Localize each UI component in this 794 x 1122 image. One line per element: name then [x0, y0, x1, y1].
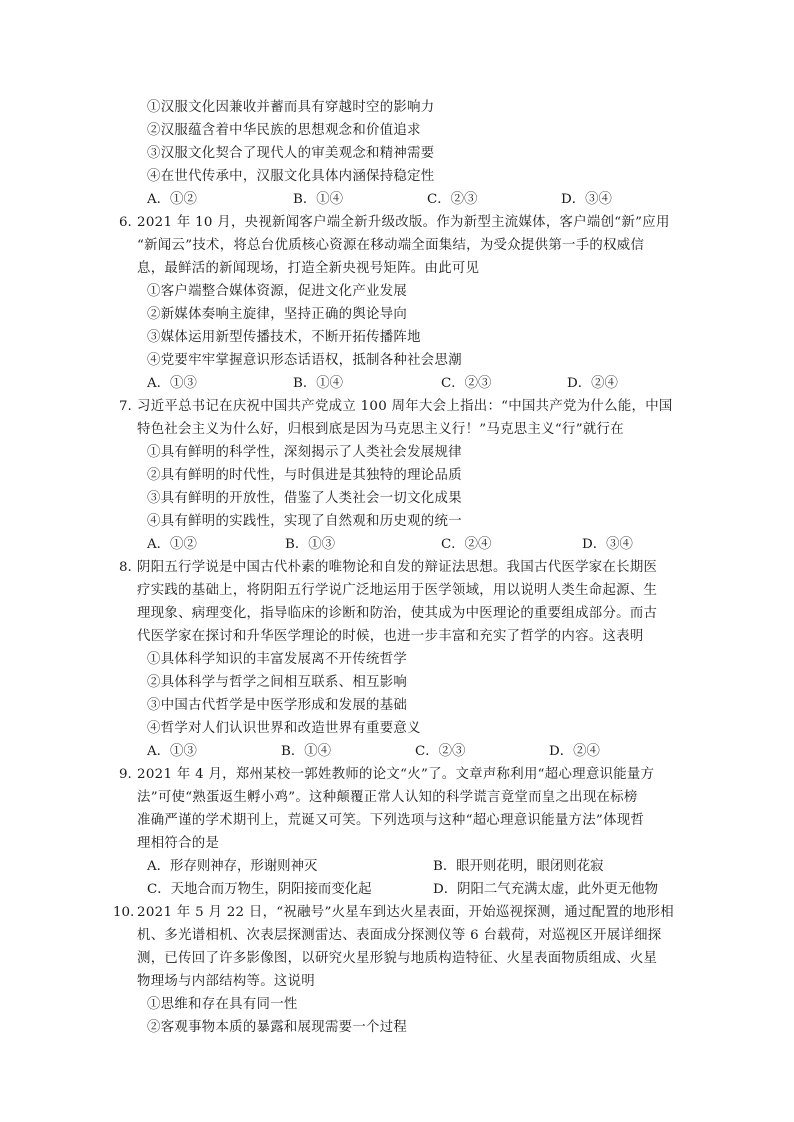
q8-statement-4: ④哲学对人们认识世界和改造世界有重要意义	[147, 721, 421, 736]
q6-statement-4: ④党要牢牢掌握意识形态话语权，抵制各种社会思潮	[147, 353, 462, 368]
q10-stem-line-2: 机、多光谱相机、次表层探测雷达、表面成分探测仪等 6 台载荷，对巡视区开展详细探	[137, 928, 662, 943]
q8-number: 8.	[119, 560, 132, 575]
q8-statement-2: ②具体科学与哲学之间相互联系、相互影响	[147, 675, 408, 690]
q5-statement-4: ④在世代传承中，汉服文化具体内涵保持稳定性	[147, 169, 435, 184]
q7-option-c: C．②④	[441, 537, 492, 552]
q5-option-c: C．②③	[427, 192, 478, 207]
q6-option-a: A．①③	[147, 376, 197, 391]
q6-option-c: C．②③	[441, 376, 492, 391]
q7-stem-line-1: 习近平总书记在庆祝中国共产党成立 100 周年大会上指出：“中国共产党为什么能，中国	[137, 399, 673, 414]
q10-statement-2: ②客观事物本质的暴露和展现需要一个过程	[147, 1020, 408, 1035]
q7-statement-1: ①具有鲜明的科学性，深刻揭示了人类社会发展规律	[147, 445, 462, 460]
q9-option-a: A．形存则神存，形谢则神灭	[147, 859, 318, 874]
q7-option-a: A．①②	[147, 537, 197, 552]
q8-stem-line-3: 理现象、病理变化，指导临床的诊断和防治，使其成为中医理论的重要组成部分。而古	[137, 606, 658, 621]
q8-stem-line-1: 阴阳五行学说是中国古代朴素的唯物论和自发的辩证法思想。我国古代医学家在长期医	[137, 560, 658, 575]
q10-stem-line-1: 2021 年 5 月 22 日，“祝融号”火星车到达火星表面，开始巡视探测，通过配置的地形相	[137, 905, 674, 920]
q6-option-d: D．②④	[567, 376, 618, 391]
q8-option-d: D．②④	[549, 744, 600, 759]
q9-stem-line-3: 准确严谨的学术期刊上，荒诞又可笑。下列选项与这种“超心理意识能量方法”体现哲	[137, 813, 645, 828]
q10-number: 10.	[113, 905, 135, 920]
q6-number: 6.	[119, 215, 132, 230]
q7-number: 7.	[119, 399, 132, 414]
q7-statement-3: ③具有鲜明的开放性，借鉴了人类社会一切文化成果	[147, 491, 462, 506]
q9-option-d: D．阴阳二气充满太虚，此外更无他物	[433, 882, 658, 897]
q6-stem-line-3: 息，最鲜活的新闻现场，打造全新央视号矩阵。由此可见	[137, 261, 480, 276]
q7-statement-2: ②具有鲜明的时代性，与时俱进是其独特的理论品质	[147, 468, 462, 483]
q5-statement-3: ③汉服文化契合了现代人的审美观念和精神需要	[147, 146, 435, 161]
q8-statement-3: ③中国古代哲学是中医学形成和发展的基础	[147, 698, 408, 713]
q6-statement-3: ③媒体运用新型传播技术，不断开拓传播阵地	[147, 330, 421, 345]
q5-statement-2: ②汉服蕴含着中华民族的思想观念和价值追求	[147, 123, 421, 138]
q9-stem-line-2: 法”可使“熟蛋返生孵小鸡”。这种颠覆正常人认知的科学谎言竟堂而皇之出现在标榜	[137, 790, 638, 805]
q6-statement-2: ②新媒体奏响主旋律，坚持正确的舆论导向	[147, 307, 408, 322]
q6-option-b: B．①④	[293, 376, 344, 391]
q9-stem-line-1: 2021 年 4 月，郑州某校一郭姓教师的论文“火”了。文章声称利用“超心理意识能量方	[137, 767, 655, 782]
q9-option-b: B．眼开则花明，眼闭则花寂	[433, 859, 604, 874]
q5-option-d: D．③④	[561, 192, 612, 207]
q10-statement-1: ①思维和存在具有同一性	[147, 997, 298, 1012]
q8-option-a: A．①③	[147, 744, 197, 759]
q6-stem-line-1: 2021 年 10 月，央视新闻客户端全新升级改版。作为新型主流媒体，客户端创“新”应用	[137, 215, 670, 230]
q8-option-b: B．①④	[281, 744, 332, 759]
q7-option-d: D．③④	[582, 537, 633, 552]
q8-option-c: C．②③	[415, 744, 466, 759]
q8-stem-line-4: 代医学家在探讨和升华医学理论的时候，也进一步丰富和充实了哲学的内容。这表明	[137, 629, 644, 644]
q7-statement-4: ④具有鲜明的实践性，实现了自然观和历史观的统一	[147, 514, 462, 529]
q10-stem-line-3: 测，已传回了许多影像图，以研究火星形貌与地质构造特征、火星表面物质组成、火星	[137, 951, 658, 966]
q5-option-b: B．①④	[293, 192, 344, 207]
q6-stem-line-2: “新闻云”技术，将总台优质核心资源在移动端全面集结，为受众提供第一手的权威信	[137, 238, 645, 253]
q9-option-c: C．天地合而万物生，阴阳接而变化起	[147, 882, 372, 897]
q8-stem-line-2: 疗实践的基础上，将阴阳五行学说广泛地运用于医学领域，用以说明人类生命起源、生	[137, 583, 658, 598]
q5-statement-1: ①汉服文化因兼收并蓄而具有穿越时空的影响力	[147, 100, 435, 115]
q9-stem-line-4: 理相符合的是	[137, 836, 220, 851]
q8-statement-1: ①具体科学知识的丰富发展离不开传统哲学	[147, 652, 408, 667]
q7-option-b: B．①③	[285, 537, 336, 552]
q7-stem-line-2: 特色社会主义为什么好，归根到底是因为马克思主义行！”马克思主义“行”就行在	[137, 422, 624, 437]
q6-statement-1: ①客户端整合媒体资源，促进文化产业发展	[147, 284, 408, 299]
q5-option-a: A．①②	[147, 192, 197, 207]
q10-stem-line-4: 物理场与内部结构等。这说明	[137, 974, 315, 989]
q9-number: 9.	[119, 767, 132, 782]
